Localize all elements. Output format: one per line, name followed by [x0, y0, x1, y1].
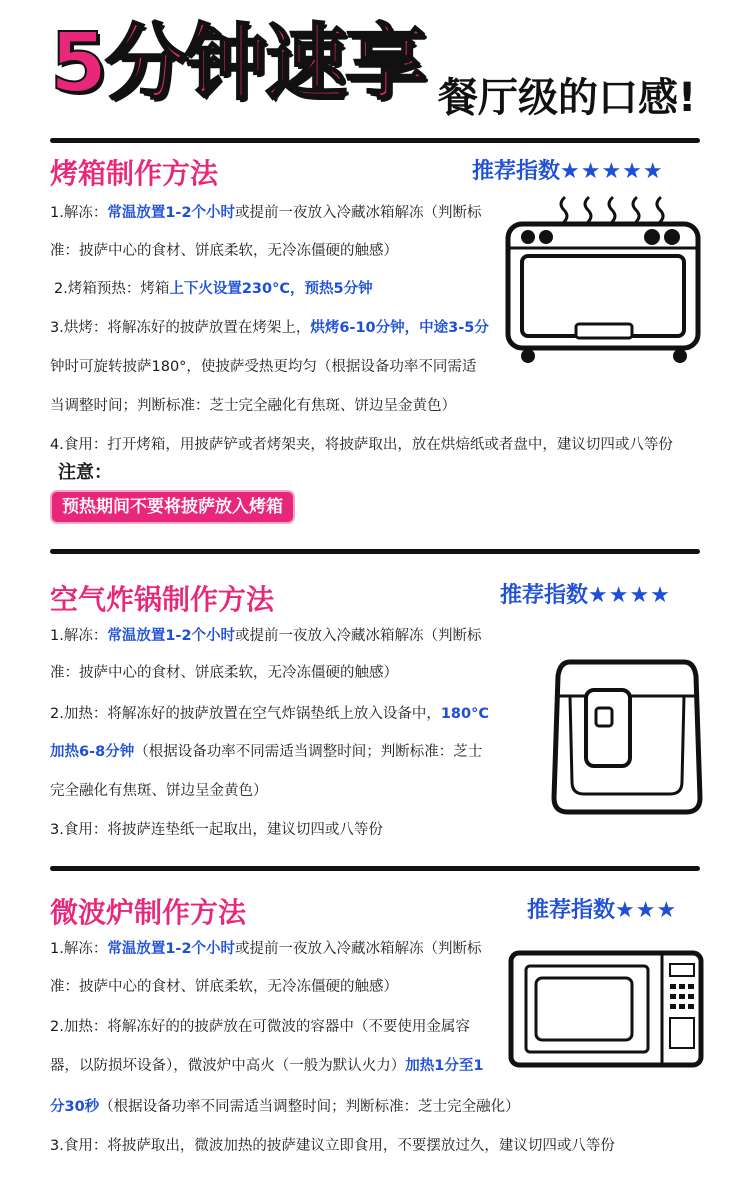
- note-label: 注意：: [58, 462, 112, 483]
- airfryer-step-line: [50, 703, 489, 725]
- text: （根据设备功率不同需适当调整时间；判断标准：芝士: [134, 744, 483, 760]
- text: 3.食用：将披萨连垫纸一起取出，建议切四或八等份: [50, 822, 383, 838]
- oven-step-line: [50, 356, 476, 378]
- highlight-text: 常温放置1-2个小时: [107, 628, 236, 644]
- airfryer-step-line: [50, 662, 398, 684]
- text: 准：披萨中心的食材、饼底柔软，无冷冻僵硬的触感）: [50, 665, 398, 681]
- text: 或提前一夜放入冷藏冰箱解冻（判断标: [235, 205, 482, 221]
- microwave-step-line: [50, 1055, 483, 1077]
- highlight-text: 加热6-8分钟: [50, 744, 135, 760]
- highlight-text: 常温放置1-2个小时: [107, 941, 236, 957]
- text: 钟时可旋转披萨180°，使披萨受热更均匀（根据设备功率不同需适: [50, 359, 477, 375]
- highlight-text: 常温放置1-2个小时: [107, 205, 236, 221]
- highlight-text: 分30秒: [50, 1099, 100, 1115]
- divider: [50, 138, 700, 143]
- oven-rating: [472, 157, 664, 187]
- divider: [50, 549, 700, 554]
- text: 1.解冻：: [50, 941, 108, 957]
- text: 准：披萨中心的食材、饼底柔软，无冷冻僵硬的触感）: [50, 979, 398, 995]
- page-title: 5分钟速享: [50, 16, 426, 111]
- microwave-step-line: [50, 976, 398, 998]
- text: 3.食用：将披萨取出，微波加热的披萨建议立即食用，不要摆放过久，建议切四或八等份: [50, 1138, 615, 1154]
- microwave-step-line: [50, 938, 482, 960]
- highlight-text: 加热1分至1: [405, 1058, 484, 1074]
- text: 2.烤箱预热：烤箱: [54, 281, 170, 297]
- text: 3.烘烤：将解冻好的披萨放置在烤架上，: [50, 320, 311, 336]
- airfryer-step-line: [50, 741, 482, 763]
- rating-label: 推荐指数: [527, 898, 616, 923]
- text: 或提前一夜放入冷藏冰箱解冻（判断标: [235, 941, 482, 957]
- star-icon: ★★★★★: [560, 159, 664, 184]
- note-badge: 预热期间不要将披萨放入烤箱: [52, 492, 293, 522]
- oven-step-line: [50, 434, 673, 456]
- airfryer-step-line: [50, 819, 383, 841]
- airfryer-section-title: 空气炸锅制作方法: [50, 583, 275, 616]
- microwave-section-title: 微波炉制作方法: [50, 896, 247, 929]
- text: 当调整时间；判断标准：芝士完全融化有焦斑、饼边呈金黄色）: [50, 398, 456, 414]
- highlight-text: 烘烤6-10分钟，中途3-5分: [310, 320, 489, 336]
- oven-step-line: [50, 240, 398, 262]
- oven-step-line: [50, 395, 456, 417]
- microwave-step-line: [50, 1016, 470, 1038]
- airfryer-step-line: [50, 780, 268, 802]
- airfryer-step-line: [50, 625, 482, 647]
- text: 4.食用：打开烤箱，用披萨铲或者烤架夹，将披萨取出，放在烘焙纸或者盘中，建议切四或八等份: [50, 437, 673, 453]
- text: 1.解冻：: [50, 628, 108, 644]
- rating-label: 推荐指数: [472, 159, 561, 184]
- text: 准：披萨中心的食材、饼底柔软，无冷冻僵硬的触感）: [50, 243, 398, 259]
- airfryer-rating: [500, 581, 671, 611]
- text: 或提前一夜放入冷藏冰箱解冻（判断标: [235, 628, 482, 644]
- oven-icon: [504, 186, 704, 368]
- star-icon: ★★★: [615, 898, 678, 923]
- page-subtitle: 餐厅级的口感!: [438, 75, 697, 121]
- star-icon: ★★★★: [588, 583, 671, 608]
- highlight-text: 180°C: [440, 706, 490, 722]
- rating-label: 推荐指数: [500, 583, 589, 608]
- text: 2.加热：将解冻好的的披萨放在可微波的容器中（不要使用金属容: [50, 1019, 470, 1035]
- oven-step-line: [54, 278, 373, 300]
- air-fryer-icon: [550, 652, 704, 822]
- text: 2.加热：将解冻好的披萨放置在空气炸锅垫纸上放入设备中，: [50, 706, 441, 722]
- text: 器，以防损坏设备），微波炉中高火（一般为默认火力）: [50, 1058, 406, 1074]
- divider: [50, 866, 700, 871]
- oven-section-title: 烤箱制作方法: [50, 157, 219, 190]
- microwave-icon: [508, 950, 704, 1074]
- oven-step-line: [50, 202, 482, 224]
- text: 1.解冻：: [50, 205, 108, 221]
- oven-step-line: [50, 317, 489, 339]
- microwave-step-line: [50, 1096, 520, 1118]
- microwave-rating: [527, 896, 677, 926]
- text: （根据设备功率不同需适当调整时间；判断标准：芝士完全融化）: [99, 1099, 520, 1115]
- text: 完全融化有焦斑、饼边呈金黄色）: [50, 783, 268, 799]
- microwave-step-line: [50, 1135, 615, 1157]
- highlight-text: 上下火设置230°C，预热5分钟: [169, 281, 373, 297]
